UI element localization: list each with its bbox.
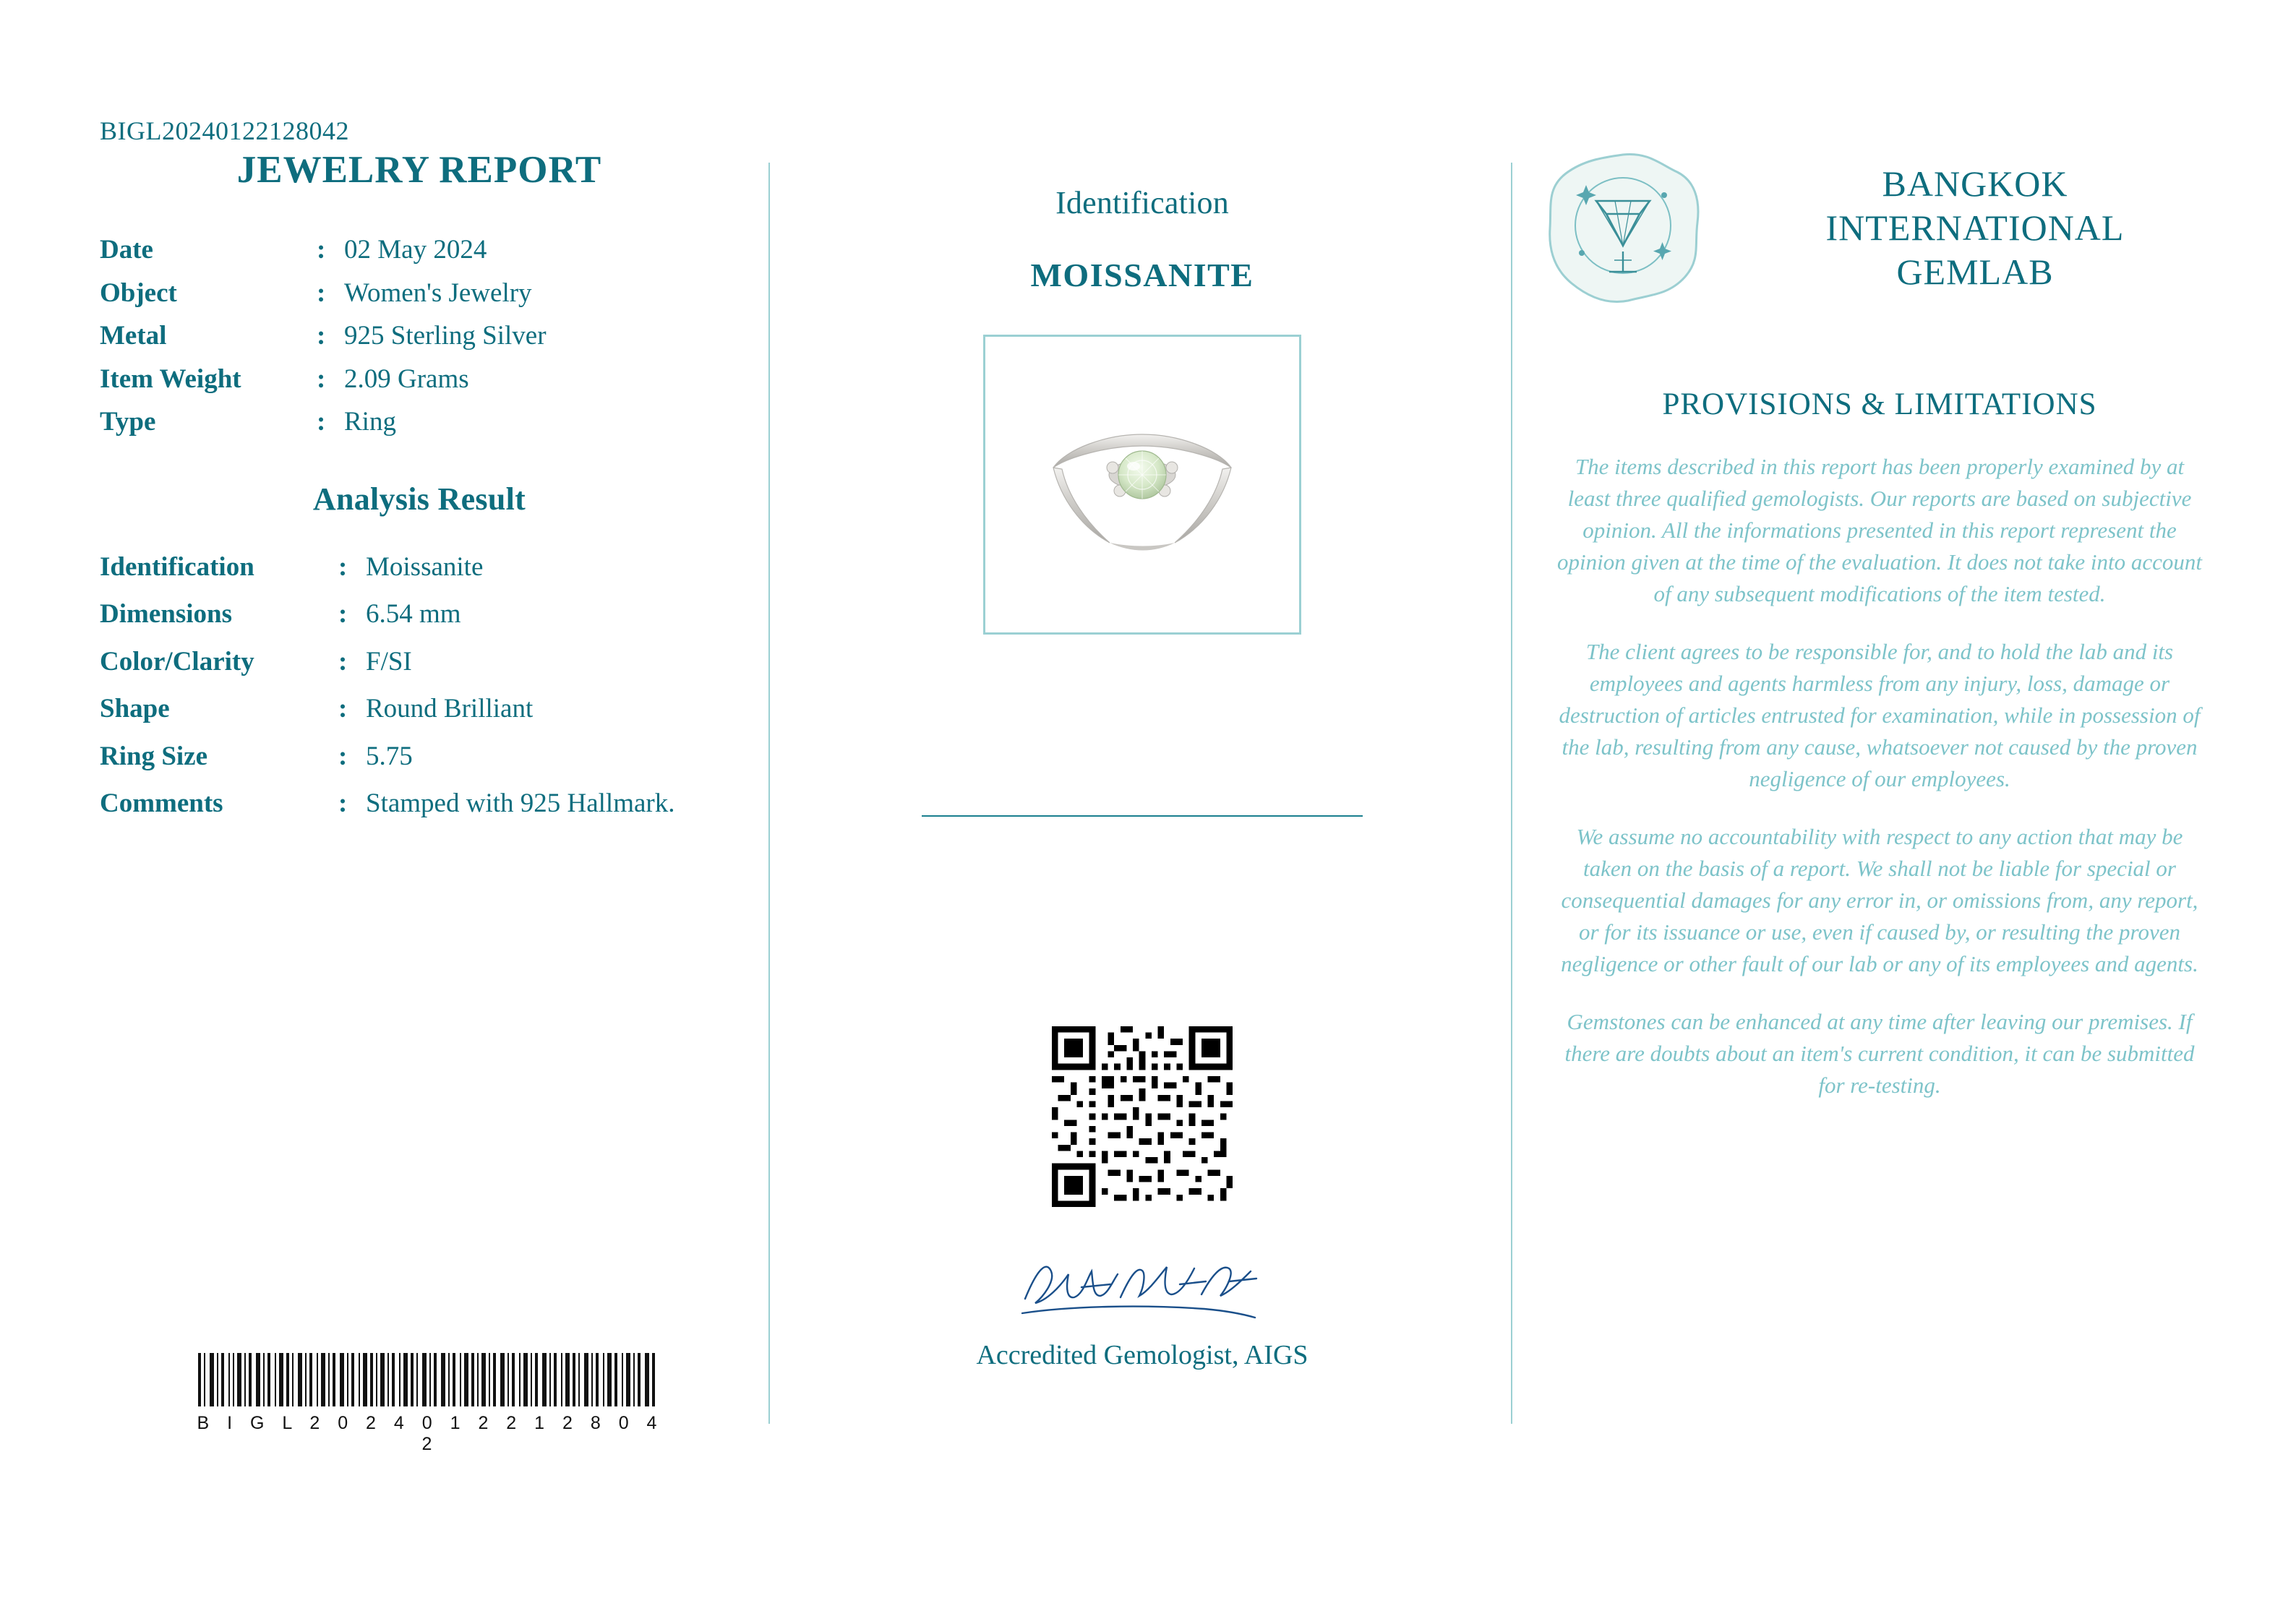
- field-colon: :: [317, 321, 326, 351]
- details-table: [100, 235, 736, 450]
- table-row: [100, 599, 736, 647]
- field-colon: :: [338, 789, 348, 819]
- table-row: [100, 647, 736, 695]
- provisions-body: [1540, 451, 2219, 1101]
- provisions-paragraph: Gemstones can be enhanced at any time after leaving our premises. If there are doubts about an item's current condition, it can be submitted for re-testing.: [1564, 1009, 2195, 1099]
- brand-title: [1731, 162, 2219, 294]
- field-colon: :: [317, 364, 326, 394]
- field-label: Color/Clarity: [100, 646, 254, 676]
- table-row: [100, 321, 736, 364]
- field-label: Ring Size: [100, 741, 208, 771]
- gem-name: MOISSANITE: [1030, 257, 1254, 293]
- field-value: F/SI: [366, 646, 412, 676]
- report-id: BIGL20240122128042: [100, 116, 349, 145]
- section-divider: [922, 815, 1363, 817]
- lab-logo: [1540, 145, 1706, 311]
- brand-header: [1540, 145, 2219, 311]
- field-value: 02 May 2024: [344, 235, 487, 265]
- field-value: 925 Sterling Silver: [344, 321, 547, 351]
- field-value: Round Brilliant: [366, 694, 534, 724]
- field-colon: :: [338, 599, 348, 630]
- signature-caption: Accredited Gemologist, AIGS: [976, 1340, 1308, 1370]
- table-row: [100, 789, 736, 836]
- table-row: [100, 364, 736, 408]
- ring-photo: [1023, 382, 1261, 599]
- field-value: Stamped with 925 Hallmark.: [366, 789, 675, 819]
- provisions-paragraph: We assume no accountability with respect to any action that may be taken on the basis of a report. We shall not be liable for special or consequential damages for any error in, or omissions from, any report, or for its issuance or use, even if caused by, or resulting the proven negligence or other fault of our lab or any of its employees and agents.: [1561, 824, 2198, 977]
- provisions-paragraph: The items described in this report has been properly examined by at least three qualified gemologists. Our reports are based on subjective opinion. All the informations presented in this report represent the opinion given at the time of the evaluation. It does not take into account of any subsequent modifications of the item tested.: [1557, 454, 2202, 607]
- field-colon: :: [338, 551, 348, 582]
- field-colon: :: [338, 694, 348, 724]
- field-value: Ring: [344, 407, 396, 437]
- gem-photo-frame: [983, 335, 1301, 635]
- barcode: [195, 1353, 665, 1455]
- middle-column: [795, 184, 1489, 1478]
- field-label: Type: [100, 407, 156, 437]
- field-value: Women's Jewelry: [344, 278, 532, 308]
- field-label: Comments: [100, 789, 223, 819]
- qr-code-icon: [1052, 1026, 1233, 1207]
- field-value: 5.75: [366, 741, 413, 771]
- analysis-table: [100, 552, 736, 836]
- provisions-paragraph: The client agrees to be responsible for, and to hold the lab and its employees and agents harmless from any injury, loss, damage or destruction of articles entrusted for examination, while in possession of the lab, resulting from any cause, whatsoever not caused by the proven negligence of our employees.: [1559, 639, 2201, 792]
- field-label: Shape: [100, 694, 170, 724]
- table-row: [100, 278, 736, 322]
- field-label: Date: [100, 235, 153, 265]
- field-label: Identification: [100, 551, 254, 582]
- identification-label: Identification: [1055, 185, 1229, 220]
- brand-line-3: GEMLAB: [1896, 251, 2054, 292]
- field-colon: :: [317, 278, 326, 308]
- field-value: Moissanite: [366, 551, 484, 582]
- brand-line-2: INTERNATIONAL: [1825, 207, 2125, 248]
- column-divider-left: [768, 163, 770, 1424]
- field-label: Dimensions: [100, 599, 232, 630]
- table-row: [100, 407, 736, 450]
- field-value: 2.09 Grams: [344, 364, 469, 394]
- field-label: Metal: [100, 321, 167, 351]
- page-title: JEWELRY REPORT: [236, 149, 602, 191]
- column-divider-right: [1511, 163, 1512, 1424]
- field-colon: :: [317, 235, 326, 265]
- left-column: [80, 94, 759, 1460]
- provisions-title: PROVISIONS & LIMITATIONS: [1662, 387, 2097, 421]
- barcode-icon: [195, 1353, 658, 1406]
- table-row: [100, 742, 736, 789]
- analysis-result-title: Analysis Result: [312, 481, 526, 517]
- table-row: [100, 235, 736, 278]
- field-colon: :: [338, 646, 348, 676]
- signature-block: [795, 1247, 1489, 1371]
- field-label: Item Weight: [100, 364, 241, 394]
- barcode-text: B I G L 2 0 2 4 0 1 2 2 1 2 8 0 4 2: [197, 1413, 664, 1454]
- field-colon: :: [317, 407, 326, 437]
- brand-line-1: BANGKOK: [1882, 163, 2068, 204]
- field-label: Object: [100, 278, 177, 308]
- signature-icon: [1012, 1247, 1272, 1326]
- table-row: [100, 694, 736, 742]
- gem-logo-icon: [1540, 145, 1706, 311]
- field-value: 6.54 mm: [366, 599, 461, 630]
- table-row: [100, 552, 736, 600]
- field-colon: :: [338, 741, 348, 771]
- right-column: [1540, 145, 2219, 1482]
